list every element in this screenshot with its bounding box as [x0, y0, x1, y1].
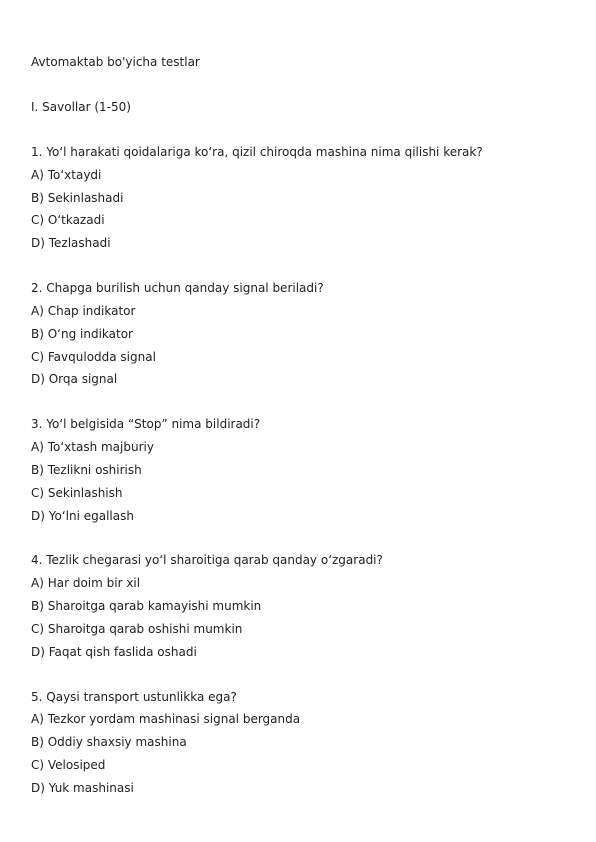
- answer-option-b: B) Sharoitga qarab kamayishi mumkin: [31, 599, 262, 614]
- answer-option-a: A) To‘xtash majburiy: [31, 440, 154, 455]
- answer-option-d: D) Faqat qish faslida oshadi: [31, 644, 197, 659]
- spacer: [31, 258, 576, 280]
- spacer: [31, 77, 576, 99]
- answer-option-c: C) O‘tkazadi: [31, 213, 105, 228]
- answer-option-b: B) Oddiy shaxsiy mashina: [31, 735, 187, 750]
- question-2: [31, 280, 576, 394]
- answer-option-a: A) To‘xtaydi: [31, 167, 102, 182]
- question-5: [31, 689, 576, 803]
- section-heading: I. Savollar (1-50): [31, 99, 131, 114]
- answer-option-c: C) Favqulodda signal: [31, 349, 156, 364]
- answer-option-b: B) O‘ng indikator: [31, 326, 133, 341]
- answer-option-d: D) Yuk mashinasi: [31, 780, 134, 795]
- answer-option-d: D) Tezlashadi: [31, 236, 111, 251]
- question-text: 3. Yo‘l belgisida “Stop” nima bildiradi?: [31, 417, 261, 432]
- question-text: 1. Yo‘l harakati qoidalariga ko‘ra, qizil chiroqda mashina nima qilishi kerak?: [31, 144, 483, 159]
- question-4: [31, 552, 576, 666]
- answer-option-c: C) Sharoitga qarab oshishi mumkin: [31, 621, 243, 636]
- answer-option-d: D) Orqa signal: [31, 372, 118, 387]
- question-text: 2. Chapga burilish uchun qanday signal beriladi?: [31, 281, 324, 296]
- spacer: [31, 122, 576, 144]
- answer-option-a: A) Tezkor yordam mashinasi signal berganda: [31, 712, 301, 727]
- answer-option-b: B) Sekinlashadi: [31, 190, 124, 205]
- document-page: [31, 54, 576, 803]
- spacer: [31, 666, 576, 688]
- spacer: [31, 394, 576, 416]
- spacer: [31, 530, 576, 552]
- answer-option-a: A) Har doim bir xil: [31, 576, 141, 591]
- question-1: [31, 144, 576, 258]
- question-3: [31, 416, 576, 530]
- answer-option-c: C) Sekinlashish: [31, 485, 123, 500]
- answer-option-a: A) Chap indikator: [31, 303, 136, 318]
- answer-option-b: B) Tezlikni oshirish: [31, 462, 142, 477]
- document-title: Avtomaktab bo'yicha testlar: [31, 55, 200, 69]
- question-text: 4. Tezlik chegarasi yo‘l sharoitiga qarab qanday o‘zgaradi?: [31, 553, 383, 568]
- question-text: 5. Qaysi transport ustunlikka ega?: [31, 689, 237, 704]
- answer-option-d: D) Yo‘lni egallash: [31, 508, 134, 523]
- answer-option-c: C) Velosiped: [31, 758, 106, 773]
